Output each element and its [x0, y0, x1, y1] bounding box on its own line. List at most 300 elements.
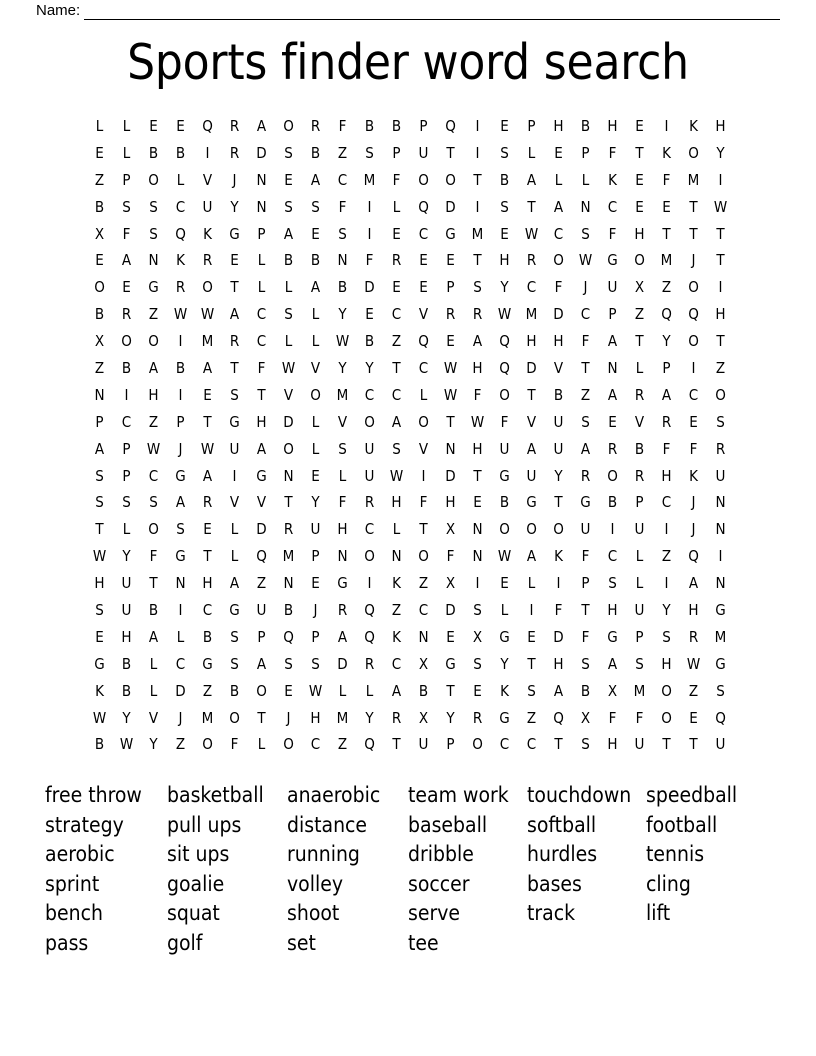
- grid-cell[interactable]: Y: [122, 708, 131, 727]
- grid-cell[interactable]: H: [661, 466, 672, 485]
- grid-cell[interactable]: U: [418, 143, 429, 162]
- grid-cell[interactable]: Z: [94, 170, 105, 189]
- grid-cell[interactable]: J: [178, 708, 183, 727]
- grid-cell[interactable]: U: [202, 197, 213, 216]
- grid-cell[interactable]: A: [94, 439, 105, 458]
- grid-cell[interactable]: Y: [500, 278, 509, 297]
- grid-cell[interactable]: L: [257, 735, 266, 754]
- grid-cell[interactable]: Q: [553, 708, 564, 727]
- grid-cell[interactable]: V: [526, 412, 537, 431]
- grid-cell[interactable]: Z: [391, 600, 402, 619]
- grid-cell[interactable]: R: [634, 385, 645, 404]
- grid-cell[interactable]: A: [526, 439, 537, 458]
- grid-cell[interactable]: L: [581, 170, 590, 189]
- grid-cell[interactable]: Z: [634, 305, 645, 324]
- grid-cell[interactable]: C: [175, 197, 186, 216]
- grid-cell[interactable]: E: [635, 197, 644, 216]
- word-list-item[interactable]: strategy: [45, 812, 124, 837]
- word-list-item[interactable]: sit ups: [167, 842, 230, 867]
- grid-cell[interactable]: R: [391, 708, 402, 727]
- grid-cell[interactable]: L: [635, 574, 644, 593]
- grid-cell[interactable]: S: [95, 466, 104, 485]
- grid-cell[interactable]: Z: [661, 278, 672, 297]
- grid-cell[interactable]: X: [445, 574, 456, 593]
- grid-cell[interactable]: N: [472, 547, 483, 566]
- grid-cell[interactable]: T: [716, 251, 725, 270]
- grid-cell[interactable]: U: [634, 600, 645, 619]
- grid-cell[interactable]: O: [472, 735, 483, 754]
- grid-cell[interactable]: G: [607, 251, 618, 270]
- grid-cell[interactable]: F: [338, 197, 347, 216]
- grid-cell[interactable]: V: [553, 358, 564, 377]
- grid-cell[interactable]: O: [499, 385, 510, 404]
- grid-cell[interactable]: K: [392, 574, 401, 593]
- grid-cell[interactable]: P: [122, 439, 131, 458]
- grid-cell[interactable]: U: [121, 574, 132, 593]
- grid-cell[interactable]: L: [149, 681, 158, 700]
- grid-cell[interactable]: C: [256, 332, 267, 351]
- grid-cell[interactable]: T: [230, 358, 239, 377]
- grid-cell[interactable]: O: [202, 735, 213, 754]
- grid-cell[interactable]: O: [364, 547, 375, 566]
- grid-cell[interactable]: T: [554, 735, 563, 754]
- grid-cell[interactable]: W: [389, 466, 404, 485]
- grid-cell[interactable]: G: [148, 278, 159, 297]
- grid-cell[interactable]: Z: [337, 735, 348, 754]
- grid-cell[interactable]: N: [391, 547, 402, 566]
- grid-cell[interactable]: S: [473, 654, 482, 673]
- grid-cell[interactable]: T: [635, 143, 644, 162]
- word-list-item[interactable]: softball: [527, 812, 597, 837]
- grid-cell[interactable]: S: [527, 681, 536, 700]
- grid-cell[interactable]: H: [607, 735, 618, 754]
- grid-cell[interactable]: A: [283, 224, 294, 243]
- grid-cell[interactable]: V: [310, 358, 321, 377]
- grid-cell[interactable]: L: [500, 600, 509, 619]
- grid-cell[interactable]: Z: [418, 574, 429, 593]
- grid-cell[interactable]: U: [634, 520, 645, 539]
- grid-cell[interactable]: C: [337, 170, 348, 189]
- grid-cell[interactable]: R: [364, 493, 375, 512]
- grid-cell[interactable]: Z: [688, 681, 699, 700]
- grid-cell[interactable]: F: [662, 170, 671, 189]
- grid-cell[interactable]: C: [418, 224, 429, 243]
- grid-cell[interactable]: A: [229, 305, 240, 324]
- grid-cell[interactable]: W: [686, 654, 701, 673]
- grid-cell[interactable]: T: [527, 654, 536, 673]
- grid-cell[interactable]: Y: [365, 708, 374, 727]
- grid-cell[interactable]: F: [554, 278, 563, 297]
- grid-cell[interactable]: L: [527, 143, 536, 162]
- grid-cell[interactable]: G: [526, 493, 537, 512]
- grid-cell[interactable]: Y: [230, 197, 239, 216]
- grid-cell[interactable]: M: [687, 170, 700, 189]
- grid-cell[interactable]: D: [526, 358, 537, 377]
- grid-cell[interactable]: F: [446, 547, 455, 566]
- grid-cell[interactable]: A: [688, 574, 699, 593]
- grid-cell[interactable]: X: [418, 654, 429, 673]
- grid-cell[interactable]: D: [256, 143, 267, 162]
- grid-cell[interactable]: A: [526, 547, 537, 566]
- grid-cell[interactable]: S: [230, 627, 239, 646]
- grid-cell[interactable]: O: [418, 547, 429, 566]
- grid-cell[interactable]: F: [257, 358, 266, 377]
- grid-cell[interactable]: F: [122, 224, 131, 243]
- grid-cell[interactable]: H: [94, 574, 105, 593]
- grid-cell[interactable]: I: [367, 197, 372, 216]
- grid-cell[interactable]: A: [121, 251, 132, 270]
- grid-cell[interactable]: L: [257, 278, 266, 297]
- grid-cell[interactable]: E: [473, 493, 482, 512]
- grid-cell[interactable]: K: [176, 251, 185, 270]
- grid-cell[interactable]: O: [148, 170, 159, 189]
- grid-cell[interactable]: P: [635, 493, 644, 512]
- grid-cell[interactable]: E: [500, 116, 509, 135]
- grid-cell[interactable]: U: [553, 412, 564, 431]
- grid-cell[interactable]: S: [284, 305, 293, 324]
- grid-cell[interactable]: F: [500, 412, 509, 431]
- grid-cell[interactable]: X: [634, 278, 645, 297]
- grid-cell[interactable]: Y: [662, 600, 671, 619]
- grid-cell[interactable]: G: [229, 412, 240, 431]
- grid-cell[interactable]: W: [200, 305, 215, 324]
- grid-cell[interactable]: L: [311, 412, 320, 431]
- grid-cell[interactable]: O: [283, 116, 294, 135]
- grid-cell[interactable]: T: [203, 412, 212, 431]
- grid-cell[interactable]: G: [229, 600, 240, 619]
- grid-cell[interactable]: I: [664, 116, 669, 135]
- grid-cell[interactable]: L: [419, 385, 428, 404]
- grid-cell[interactable]: U: [364, 466, 375, 485]
- grid-cell[interactable]: I: [529, 600, 534, 619]
- grid-cell[interactable]: T: [527, 385, 536, 404]
- grid-cell[interactable]: S: [149, 493, 158, 512]
- grid-cell[interactable]: P: [257, 627, 266, 646]
- grid-cell[interactable]: O: [202, 278, 213, 297]
- grid-cell[interactable]: Z: [661, 547, 672, 566]
- grid-cell[interactable]: L: [527, 574, 536, 593]
- grid-cell[interactable]: E: [230, 251, 239, 270]
- grid-cell[interactable]: B: [310, 251, 321, 270]
- grid-cell[interactable]: N: [283, 466, 294, 485]
- grid-cell[interactable]: P: [311, 627, 320, 646]
- grid-cell[interactable]: I: [691, 358, 696, 377]
- grid-cell[interactable]: Z: [580, 385, 591, 404]
- grid-cell[interactable]: O: [418, 170, 429, 189]
- word-list-item[interactable]: baseball: [408, 812, 488, 837]
- grid-cell[interactable]: F: [581, 547, 590, 566]
- grid-cell[interactable]: G: [94, 654, 105, 673]
- grid-cell[interactable]: O: [553, 520, 564, 539]
- grid-cell[interactable]: O: [364, 412, 375, 431]
- grid-cell[interactable]: O: [499, 520, 510, 539]
- grid-cell[interactable]: L: [95, 116, 104, 135]
- grid-cell[interactable]: M: [525, 305, 538, 324]
- grid-cell[interactable]: W: [713, 197, 728, 216]
- word-list-item[interactable]: volley: [287, 871, 344, 896]
- grid-cell[interactable]: I: [232, 466, 237, 485]
- grid-cell[interactable]: V: [337, 412, 348, 431]
- grid-cell[interactable]: T: [284, 493, 293, 512]
- grid-cell[interactable]: F: [635, 708, 644, 727]
- grid-cell[interactable]: K: [608, 170, 617, 189]
- grid-cell[interactable]: L: [122, 520, 131, 539]
- grid-cell[interactable]: K: [689, 466, 698, 485]
- grid-cell[interactable]: D: [553, 305, 564, 324]
- grid-cell[interactable]: R: [283, 520, 294, 539]
- grid-cell[interactable]: C: [418, 600, 429, 619]
- grid-cell[interactable]: F: [581, 627, 590, 646]
- grid-cell[interactable]: S: [392, 439, 401, 458]
- grid-cell[interactable]: V: [418, 439, 429, 458]
- word-list-item[interactable]: cling: [646, 871, 691, 896]
- grid-cell[interactable]: Q: [418, 197, 429, 216]
- grid-cell[interactable]: G: [175, 466, 186, 485]
- grid-cell[interactable]: B: [634, 439, 645, 458]
- grid-cell[interactable]: A: [553, 681, 564, 700]
- grid-cell[interactable]: E: [176, 116, 185, 135]
- grid-cell[interactable]: Y: [122, 547, 131, 566]
- grid-cell[interactable]: F: [338, 493, 347, 512]
- grid-cell[interactable]: F: [338, 116, 347, 135]
- grid-cell[interactable]: W: [470, 412, 485, 431]
- grid-cell[interactable]: U: [256, 600, 267, 619]
- grid-cell[interactable]: I: [178, 385, 183, 404]
- grid-cell[interactable]: B: [580, 116, 591, 135]
- word-list-item[interactable]: speedball: [646, 783, 738, 807]
- grid-cell[interactable]: Q: [256, 547, 267, 566]
- word-list-item[interactable]: pass: [45, 930, 89, 955]
- grid-cell[interactable]: S: [149, 197, 158, 216]
- grid-cell[interactable]: H: [553, 332, 564, 351]
- grid-cell[interactable]: A: [148, 627, 159, 646]
- grid-cell[interactable]: L: [365, 681, 374, 700]
- grid-cell[interactable]: T: [203, 547, 212, 566]
- grid-cell[interactable]: A: [526, 170, 537, 189]
- word-list-item[interactable]: serve: [408, 901, 461, 926]
- grid-cell[interactable]: I: [475, 143, 480, 162]
- grid-cell[interactable]: H: [607, 600, 618, 619]
- grid-cell[interactable]: P: [419, 116, 428, 135]
- grid-cell[interactable]: E: [419, 251, 428, 270]
- grid-cell[interactable]: C: [391, 305, 402, 324]
- grid-cell[interactable]: A: [310, 170, 321, 189]
- grid-cell[interactable]: L: [284, 332, 293, 351]
- grid-cell[interactable]: N: [580, 197, 591, 216]
- grid-cell[interactable]: P: [257, 224, 266, 243]
- grid-cell[interactable]: R: [229, 143, 240, 162]
- grid-cell[interactable]: A: [202, 466, 213, 485]
- word-list-item[interactable]: anaerobic: [287, 783, 381, 807]
- grid-cell[interactable]: T: [581, 358, 590, 377]
- grid-cell[interactable]: G: [715, 654, 726, 673]
- grid-cell[interactable]: L: [338, 466, 347, 485]
- grid-cell[interactable]: D: [445, 197, 456, 216]
- grid-cell[interactable]: H: [499, 251, 510, 270]
- grid-cell[interactable]: G: [175, 547, 186, 566]
- grid-cell[interactable]: O: [688, 332, 699, 351]
- grid-cell[interactable]: W: [335, 332, 350, 351]
- grid-cell[interactable]: N: [337, 251, 348, 270]
- grid-cell[interactable]: C: [202, 600, 213, 619]
- word-list-item[interactable]: goalie: [167, 871, 225, 896]
- grid-cell[interactable]: S: [581, 224, 590, 243]
- grid-cell[interactable]: I: [205, 143, 210, 162]
- grid-cell[interactable]: E: [500, 574, 509, 593]
- grid-cell[interactable]: R: [526, 251, 537, 270]
- grid-cell[interactable]: Q: [283, 627, 294, 646]
- grid-cell[interactable]: O: [661, 681, 672, 700]
- grid-cell[interactable]: R: [229, 332, 240, 351]
- grid-cell[interactable]: H: [121, 627, 132, 646]
- grid-cell[interactable]: Y: [554, 466, 563, 485]
- grid-cell[interactable]: U: [580, 520, 591, 539]
- grid-cell[interactable]: E: [95, 143, 104, 162]
- name-blank-line[interactable]: [84, 4, 780, 20]
- grid-cell[interactable]: C: [175, 654, 186, 673]
- grid-cell[interactable]: Q: [715, 708, 726, 727]
- grid-cell[interactable]: N: [607, 358, 618, 377]
- grid-cell[interactable]: E: [284, 681, 293, 700]
- grid-cell[interactable]: C: [148, 466, 159, 485]
- grid-cell[interactable]: B: [364, 332, 375, 351]
- word-list-item[interactable]: set: [287, 930, 316, 955]
- grid-cell[interactable]: A: [256, 439, 267, 458]
- grid-cell[interactable]: S: [176, 520, 185, 539]
- grid-cell[interactable]: D: [553, 627, 564, 646]
- word-search-grid[interactable]: [86, 113, 734, 758]
- grid-cell[interactable]: S: [716, 412, 725, 431]
- word-list-item[interactable]: shoot: [287, 901, 340, 926]
- grid-cell[interactable]: D: [364, 278, 375, 297]
- grid-cell[interactable]: U: [310, 520, 321, 539]
- grid-cell[interactable]: P: [176, 412, 185, 431]
- grid-cell[interactable]: E: [311, 574, 320, 593]
- grid-cell[interactable]: D: [256, 520, 267, 539]
- grid-cell[interactable]: S: [365, 143, 374, 162]
- grid-cell[interactable]: Y: [149, 735, 158, 754]
- grid-cell[interactable]: Q: [688, 547, 699, 566]
- word-list-item[interactable]: distance: [287, 812, 368, 837]
- grid-cell[interactable]: L: [311, 305, 320, 324]
- grid-cell[interactable]: M: [336, 708, 349, 727]
- grid-cell[interactable]: S: [122, 493, 131, 512]
- grid-cell[interactable]: K: [662, 143, 671, 162]
- grid-cell[interactable]: M: [714, 627, 727, 646]
- grid-cell[interactable]: N: [283, 574, 294, 593]
- grid-cell[interactable]: T: [446, 143, 455, 162]
- grid-cell[interactable]: Q: [445, 116, 456, 135]
- grid-cell[interactable]: W: [497, 305, 512, 324]
- grid-cell[interactable]: B: [202, 627, 213, 646]
- grid-cell[interactable]: X: [445, 520, 456, 539]
- grid-cell[interactable]: W: [173, 305, 188, 324]
- word-list-item[interactable]: track: [527, 901, 576, 926]
- grid-cell[interactable]: J: [232, 170, 237, 189]
- grid-cell[interactable]: I: [610, 520, 615, 539]
- grid-cell[interactable]: S: [500, 143, 509, 162]
- grid-cell[interactable]: B: [310, 143, 321, 162]
- grid-cell[interactable]: E: [203, 520, 212, 539]
- grid-cell[interactable]: O: [526, 520, 537, 539]
- grid-cell[interactable]: S: [95, 600, 104, 619]
- grid-cell[interactable]: E: [392, 278, 401, 297]
- grid-cell[interactable]: P: [95, 412, 104, 431]
- grid-cell[interactable]: Y: [365, 358, 374, 377]
- grid-cell[interactable]: O: [553, 251, 564, 270]
- grid-cell[interactable]: H: [472, 358, 483, 377]
- grid-cell[interactable]: T: [662, 735, 671, 754]
- grid-cell[interactable]: U: [364, 439, 375, 458]
- grid-cell[interactable]: G: [499, 708, 510, 727]
- grid-cell[interactable]: S: [122, 197, 131, 216]
- grid-cell[interactable]: F: [581, 332, 590, 351]
- grid-cell[interactable]: R: [310, 116, 321, 135]
- grid-cell[interactable]: B: [121, 681, 132, 700]
- grid-cell[interactable]: Y: [500, 654, 509, 673]
- grid-cell[interactable]: X: [94, 224, 105, 243]
- grid-cell[interactable]: O: [445, 170, 456, 189]
- grid-cell[interactable]: I: [718, 278, 723, 297]
- grid-cell[interactable]: N: [256, 197, 267, 216]
- grid-cell[interactable]: B: [553, 385, 564, 404]
- grid-cell[interactable]: E: [311, 466, 320, 485]
- grid-cell[interactable]: T: [554, 493, 563, 512]
- grid-cell[interactable]: K: [500, 681, 509, 700]
- grid-cell[interactable]: B: [607, 493, 618, 512]
- grid-cell[interactable]: N: [715, 520, 726, 539]
- grid-cell[interactable]: N: [472, 520, 483, 539]
- word-list-item[interactable]: tennis: [646, 842, 705, 867]
- grid-cell[interactable]: N: [175, 574, 186, 593]
- grid-cell[interactable]: B: [148, 143, 159, 162]
- grid-cell[interactable]: P: [662, 358, 671, 377]
- grid-cell[interactable]: M: [363, 170, 376, 189]
- grid-cell[interactable]: Q: [418, 332, 429, 351]
- grid-cell[interactable]: R: [580, 466, 591, 485]
- grid-cell[interactable]: S: [338, 439, 347, 458]
- grid-cell[interactable]: P: [581, 143, 590, 162]
- grid-cell[interactable]: R: [715, 439, 726, 458]
- grid-cell[interactable]: J: [691, 520, 696, 539]
- word-list-item[interactable]: lift: [646, 901, 671, 926]
- grid-cell[interactable]: C: [526, 278, 537, 297]
- grid-cell[interactable]: T: [662, 224, 671, 243]
- grid-cell[interactable]: Y: [662, 332, 671, 351]
- grid-cell[interactable]: T: [716, 332, 725, 351]
- grid-cell[interactable]: X: [472, 627, 483, 646]
- grid-cell[interactable]: Z: [94, 358, 105, 377]
- grid-cell[interactable]: A: [661, 385, 672, 404]
- grid-cell[interactable]: E: [446, 332, 455, 351]
- grid-cell[interactable]: H: [634, 224, 645, 243]
- word-list-item[interactable]: football: [646, 812, 718, 837]
- grid-cell[interactable]: Q: [364, 600, 375, 619]
- grid-cell[interactable]: F: [608, 143, 617, 162]
- grid-cell[interactable]: A: [148, 358, 159, 377]
- grid-cell[interactable]: P: [392, 143, 401, 162]
- grid-cell[interactable]: Q: [364, 735, 375, 754]
- word-list-item[interactable]: golf: [167, 930, 203, 955]
- grid-cell[interactable]: L: [176, 627, 185, 646]
- grid-cell[interactable]: D: [175, 681, 186, 700]
- word-list-item[interactable]: bases: [527, 871, 582, 896]
- grid-cell[interactable]: F: [608, 708, 617, 727]
- grid-cell[interactable]: T: [230, 278, 239, 297]
- grid-cell[interactable]: T: [446, 412, 455, 431]
- grid-cell[interactable]: E: [554, 143, 563, 162]
- grid-cell[interactable]: X: [607, 681, 618, 700]
